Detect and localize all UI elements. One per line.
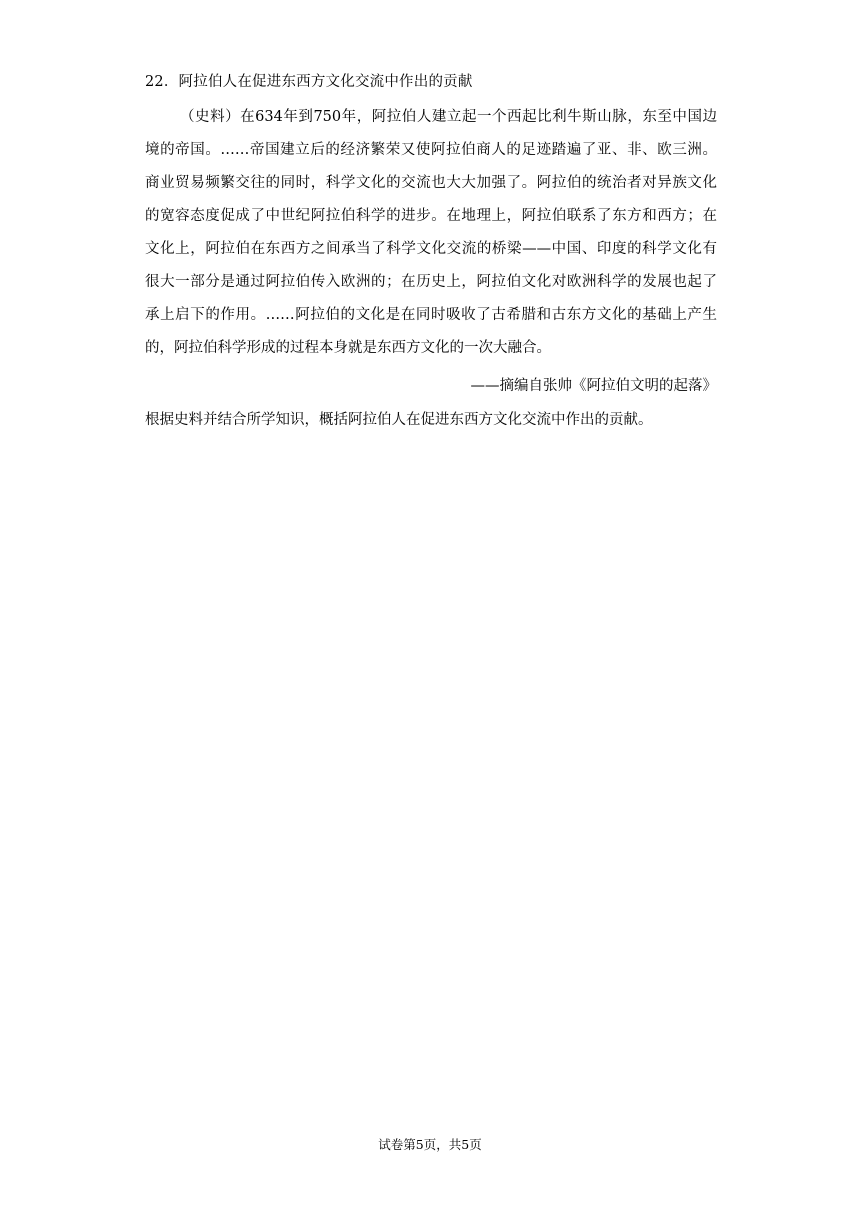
question-prompt: 根据史料并结合所学知识，概括阿拉伯人在促进东西方文化交流中作出的贡献。	[145, 412, 653, 428]
source-line: 境的帝国。……帝国建立后的经济繁荣又使阿拉伯商人的足迹踏遍了亚、非、欧三洲。	[145, 142, 717, 158]
source-line: 的，阿拉伯科学形成的过程本身就是东西方文化的一次大融合。	[145, 340, 551, 356]
source-line: 的宽容态度促成了中世纪阿拉伯科学的进步。在地理上，阿拉伯联系了东方和西方；在	[145, 208, 717, 224]
source-passage	[145, 105, 717, 369]
page-footer: 试卷第5页，共5页	[378, 1137, 482, 1152]
source-line: （史料）在634年到750年，阿拉伯人建立起一个西起比利牛斯山脉，东至中国边	[180, 109, 717, 125]
source-line: 商业贸易频繁交往的同时，科学文化的交流也大大加强了。阿拉伯的统治者对异族文化	[145, 175, 717, 191]
source-line: 很大一部分是通过阿拉伯传入欧洲的；在历史上，阿拉伯文化对欧洲科学的发展也起了	[145, 274, 717, 290]
source-line: 文化上，阿拉伯在东西方之间承当了科学文化交流的桥梁——中国、印度的科学文化有	[145, 241, 717, 257]
source-line: 承上启下的作用。……阿拉伯的文化是在同时吸收了古希腊和古东方文化的基础上产生	[145, 307, 717, 323]
source-citation: ——摘编自张帅《阿拉伯文明的起落》	[470, 378, 717, 394]
question-title: 22．阿拉伯人在促进东西方文化交流中作出的贡献	[145, 74, 473, 90]
